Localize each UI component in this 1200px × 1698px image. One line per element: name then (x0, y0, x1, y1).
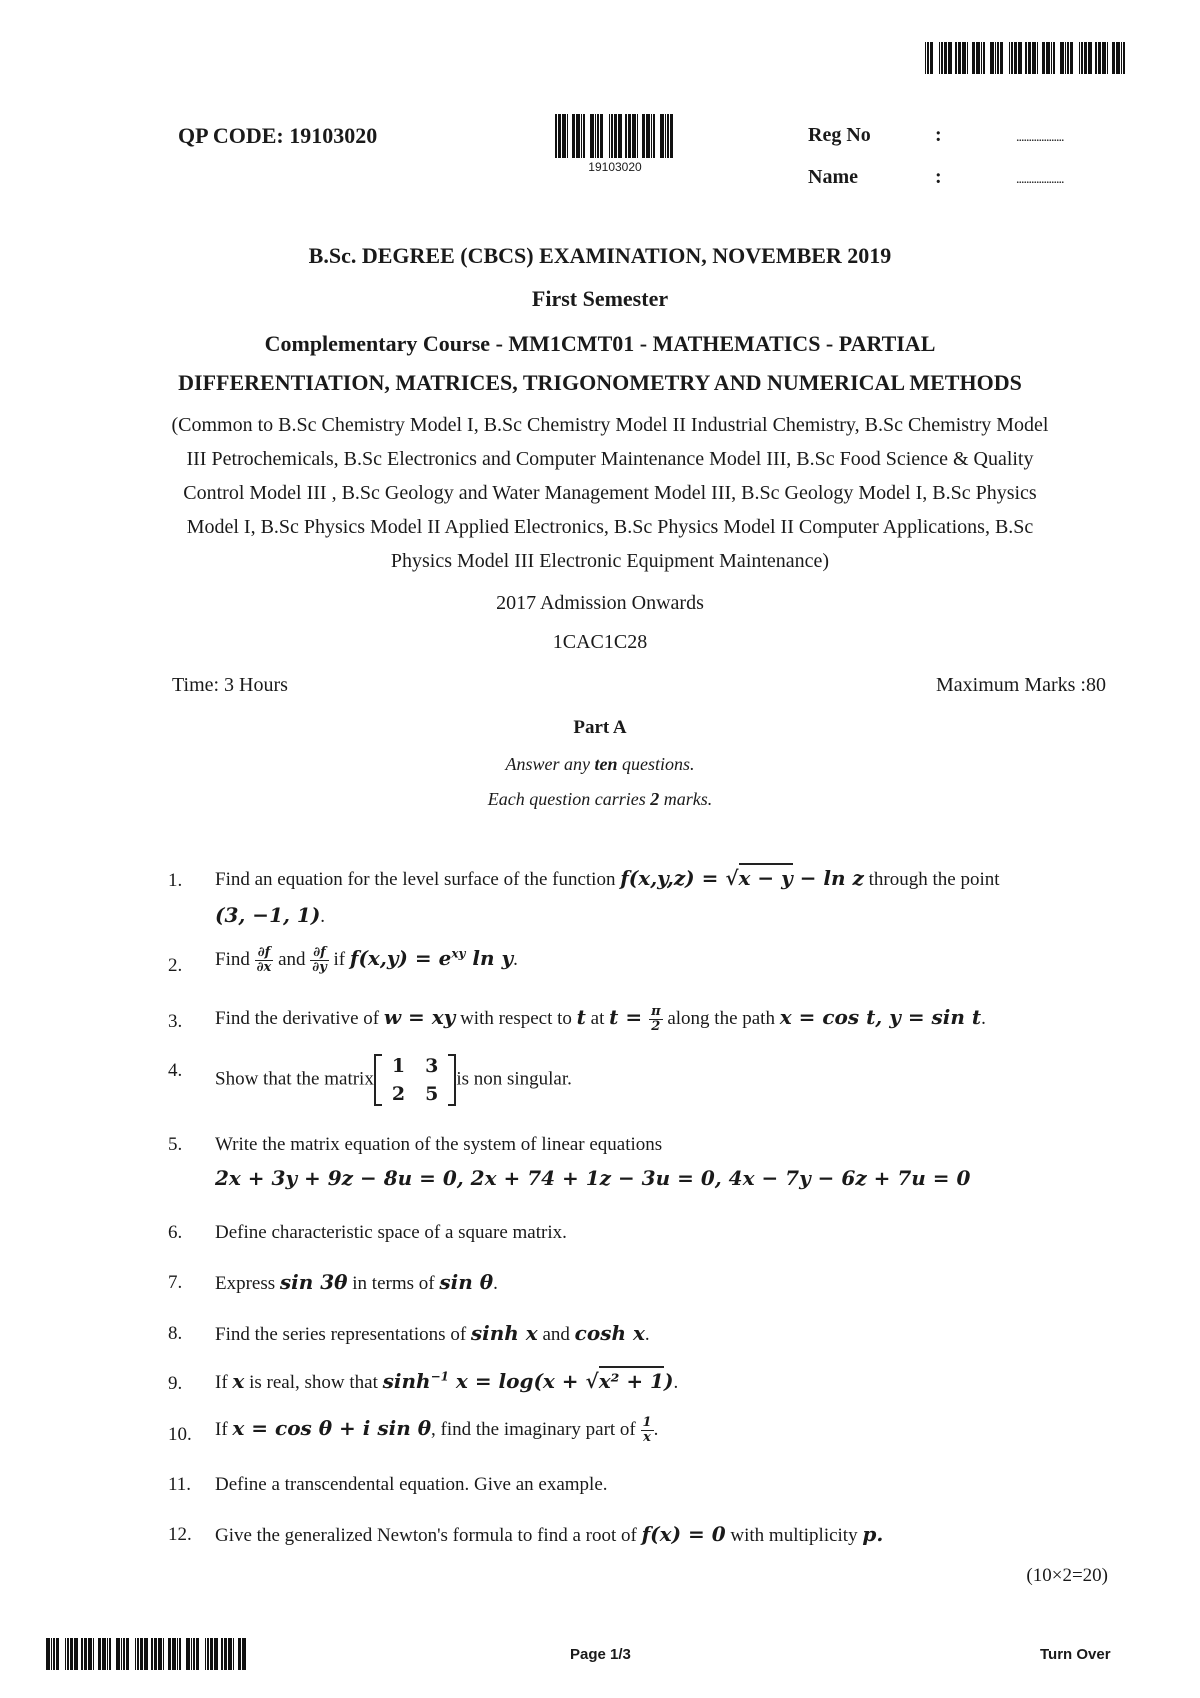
question-number: 6. (168, 1222, 183, 1243)
question-6: Define characteristic space of a square matrix. (215, 1222, 567, 1243)
reg-no-field: ................... (1016, 130, 1064, 145)
question-2: Find $\frac{\partial f}{\partial x}$ and $\frac{\partial f}{\partial y}$ if $f(x,y) = e^{xy}$ ln y. (215, 945, 518, 976)
question-10: If x = cos θ + i sin θ, find the imaginary part of $\frac{1}{x}$ . (215, 1415, 659, 1446)
question-4: Show that the matrix 1 3 2 5 is non singular. (215, 1052, 1115, 1108)
matrix: 1 3 2 5 (374, 1052, 456, 1108)
question-11: Define a transcendental equation. Give an example. (215, 1474, 608, 1495)
barcode-qp (555, 114, 675, 158)
common-to-block (110, 408, 1110, 578)
exam-title: B.Sc. DEGREE (CBCS) EXAMINATION, NOVEMBER 2019 (308, 243, 892, 268)
question-number: 5. (168, 1134, 183, 1155)
time-allowed: Time: 3 Hours (172, 674, 288, 696)
maximum-marks: Maximum Marks :80 (936, 674, 1106, 696)
reg-no-colon: : (935, 124, 942, 146)
question-8: Find the series representations of sinh x and cosh x. (215, 1321, 650, 1345)
question-1-cont: (3, −1, 1). (215, 903, 326, 927)
common-line: Model I, B.Sc Physics Model II Applied Electronics, B.Sc Physics Model II Computer Applications, B.Sc (186, 516, 1034, 538)
common-line: (Common to B.Sc Chemistry Model I, B.Sc Chemistry Model II Industrial Chemistry, B.Sc Chemistry Model (171, 414, 1049, 436)
name-colon: : (935, 166, 942, 188)
question-number: 1. (168, 870, 183, 891)
barcode-top-right (925, 42, 1130, 74)
name-field: ................... (1016, 172, 1064, 187)
question-12: Give the generalized Newton's formula to find a root of f(x) = 0 with multiplicity p. (215, 1522, 884, 1546)
question-number: 7. (168, 1272, 183, 1293)
common-line: Control Model III , B.Sc Geology and Water Management Model III, B.Sc Geology Model I, B.Sc Physics (183, 482, 1037, 504)
part-a-marks-total: (10×2=20) (1026, 1565, 1108, 1586)
question-number: 8. (168, 1323, 183, 1344)
question-5-equations: 2x + 3y + 9z − 8u = 0, 2x + 74 + 1z − 3u = 0, 4x − 7y − 6z + 7u = 0 (215, 1166, 971, 1190)
question-number: 2. (168, 955, 183, 976)
question-3: Find the derivative of w = xy with respect to t at t = $\frac{\pi}{2}$ along the path x = cos t, y = sin t. (215, 1004, 986, 1035)
page-number: Page 1/3 (570, 1646, 631, 1663)
part-a-instruction-1: Answer any ten questions. (505, 754, 695, 774)
name-label: Name (808, 166, 858, 188)
question-number: 4. (168, 1060, 183, 1081)
reg-no-label: Reg No (808, 124, 871, 146)
admission: 2017 Admission Onwards (496, 592, 704, 614)
question-number: 9. (168, 1373, 183, 1394)
part-a-instruction-2: Each question carries 2 marks. (487, 789, 713, 809)
barcode-bottom-left (42, 1638, 247, 1670)
barcode-caption: 19103020 (588, 160, 642, 174)
semester: First Semester (531, 286, 669, 311)
question-7: Express sin 3θ in terms of sin θ. (215, 1270, 498, 1294)
question-9: If x is real, show that $\sinh^{-1} x = \log(x + √x^2 + 1)$. (215, 1369, 1115, 1394)
question-number: 10. (168, 1424, 192, 1445)
question-number: 11. (168, 1474, 192, 1495)
exam-code: 1CAC1C28 (552, 631, 648, 653)
common-line: III Petrochemicals, B.Sc Electronics and Computer Maintenance Model III, B.Sc Food Science & Quality (186, 448, 1034, 470)
question-number: 12. (168, 1524, 192, 1545)
qp-code: QP CODE: 19103020 (178, 123, 378, 148)
question-1: Find an equation for the level surface of the function f(x,y,z) = √x − y − ln z through the point (215, 866, 1115, 891)
course-line-2: DIFFERENTIATION, MATRICES, TRIGONOMETRY AND NUMERICAL METHODS (178, 370, 1022, 395)
question-number: 3. (168, 1011, 183, 1032)
turn-over: Turn Over (1040, 1646, 1111, 1663)
course-line-1: Complementary Course - MM1CMT01 - MATHEMATICS - PARTIAL (264, 331, 936, 356)
part-a-title: Part A (573, 717, 627, 738)
question-5: Write the matrix equation of the system of linear equations (215, 1134, 663, 1155)
common-line: Physics Model III Electronic Equipment Maintenance) (390, 550, 830, 572)
